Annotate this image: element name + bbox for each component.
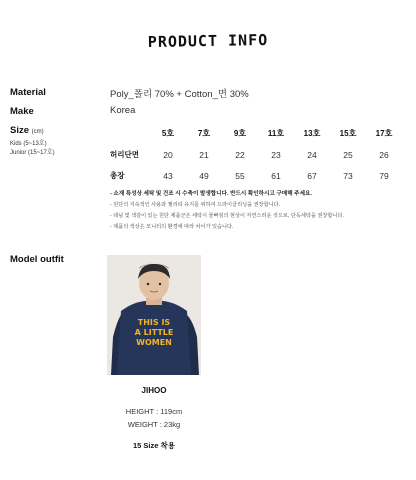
table-cell: 73 xyxy=(343,170,353,181)
table-cell: 49 xyxy=(199,170,209,181)
material-label: Material xyxy=(10,87,46,98)
size-col-header: 9호 xyxy=(233,129,247,138)
model-size-worn: 15 Size 착용 xyxy=(132,441,175,450)
care-notes xyxy=(110,189,344,233)
size-col-header: 5호 xyxy=(161,129,175,138)
junior-range: Junior (15~17호) xyxy=(10,150,55,156)
table-cell: 26 xyxy=(379,149,389,160)
size-col-header: 7호 xyxy=(197,129,211,138)
care-note: - 원단의 지속적인 사용과 퀄리티 유지를 위하여 드라이클리닝을 권장합니다. xyxy=(110,202,281,208)
row-header-waist: 허리단면 xyxy=(110,150,139,159)
material-value: Poly_폴리 70% + Cotton_면 30% xyxy=(110,89,249,100)
table-cell: 24 xyxy=(307,149,317,160)
model-photo xyxy=(107,255,201,375)
care-note: - 데님 및 색감이 있는 원단 제품군은 세탁시 물빠짐의 현상이 자연스러운 것으로, 단독세탁을 권장합니다. xyxy=(110,213,344,219)
model-illustration xyxy=(107,255,201,375)
size-unit: (cm) xyxy=(31,129,44,135)
size-table-header xyxy=(110,123,402,144)
care-note: - 제품의 색상은 모니터의 환경에 따라 차이가 있습니다. xyxy=(110,224,234,230)
table-cell: 23 xyxy=(271,149,281,160)
size-table xyxy=(110,123,402,186)
make-value: Korea xyxy=(110,105,136,116)
table-cell: 22 xyxy=(235,149,245,160)
table-row xyxy=(110,165,402,186)
table-cell: 55 xyxy=(235,170,245,181)
table-cell: 21 xyxy=(199,149,209,160)
size-label-text: Size xyxy=(10,125,30,136)
table-row xyxy=(110,144,402,165)
kids-range: Kids (5~13호) xyxy=(10,141,47,147)
table-cell: 79 xyxy=(379,170,389,181)
size-label xyxy=(10,125,44,136)
model-outfit-label: Model outfit xyxy=(10,254,64,265)
care-note: - 소재 특성상 세탁 및 건조 시 수축이 발생합니다. 반드시 확인하시고 구매해 주세요. xyxy=(110,191,312,197)
table-cell: 20 xyxy=(163,149,173,160)
size-ranges xyxy=(10,140,55,158)
row-header-length: 총장 xyxy=(110,171,125,180)
size-col-header: 15호 xyxy=(339,129,357,138)
make-label: Make xyxy=(10,106,34,117)
size-col-header: 13호 xyxy=(303,129,321,138)
page-title: PRODUCT INFO xyxy=(147,30,269,52)
table-cell: 61 xyxy=(271,170,281,181)
size-col-header: 17호 xyxy=(375,129,393,138)
table-cell: 67 xyxy=(307,170,317,181)
model-weight: WEIGHT : 23kg xyxy=(127,420,181,429)
model-height: HEIGHT : 119cm xyxy=(125,407,183,416)
shirt-print-line-3: WOMEN xyxy=(136,338,172,347)
model-name: JIHOO xyxy=(141,386,167,395)
shirt-print-line-1: THIS IS xyxy=(137,318,171,327)
table-cell: 25 xyxy=(343,149,353,160)
table-cell: 43 xyxy=(163,170,173,181)
size-col-header: 11호 xyxy=(267,129,285,138)
shirt-print-line-2: A LITTLE xyxy=(134,328,174,337)
